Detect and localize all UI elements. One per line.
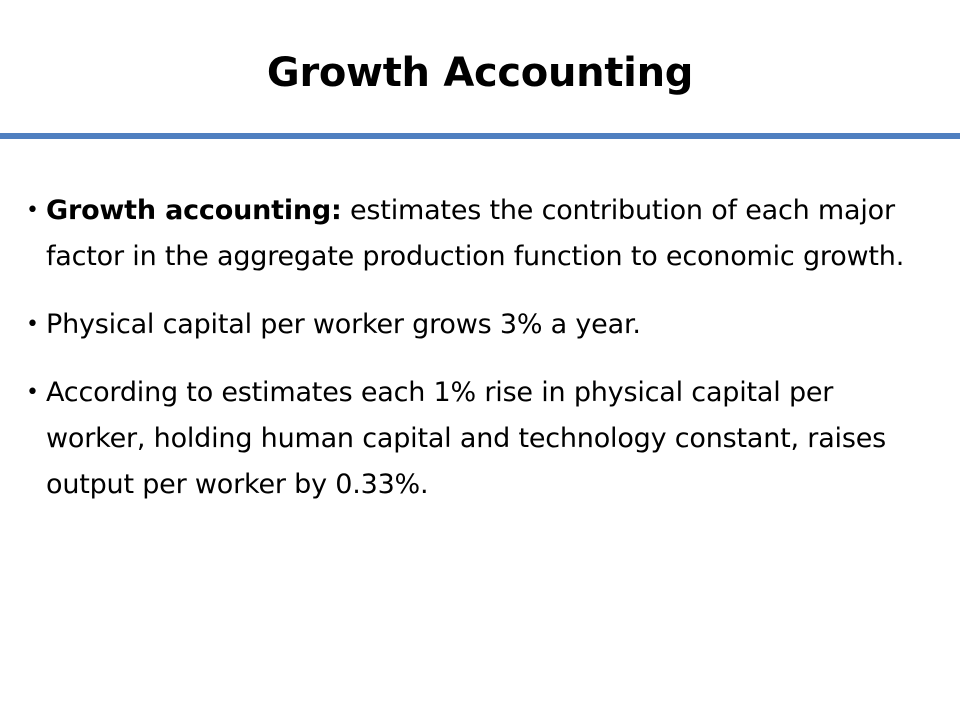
bullet-item: [26, 370, 931, 508]
bullet-text: Physical capital per worker grows 3% a year.: [46, 309, 641, 340]
bullet-item: [26, 302, 931, 348]
bullet-icon: •: [26, 312, 39, 337]
slide-title: Growth Accounting: [266, 50, 694, 96]
bullet-list: [26, 188, 931, 530]
bullet-text: According to estimates each 1% rise in physical capital per worker, holding human capital and technology constant, raises output per worker by 0.33%.: [46, 377, 886, 500]
bullet-item: [26, 188, 931, 280]
title-divider: [0, 133, 960, 139]
bullet-text: estimates the contribution of each major factor in the aggregate production function to economic growth.: [46, 195, 905, 272]
bullet-term: Growth accounting:: [46, 195, 342, 226]
bullet-icon: •: [26, 380, 39, 405]
bullet-icon: •: [26, 198, 39, 223]
